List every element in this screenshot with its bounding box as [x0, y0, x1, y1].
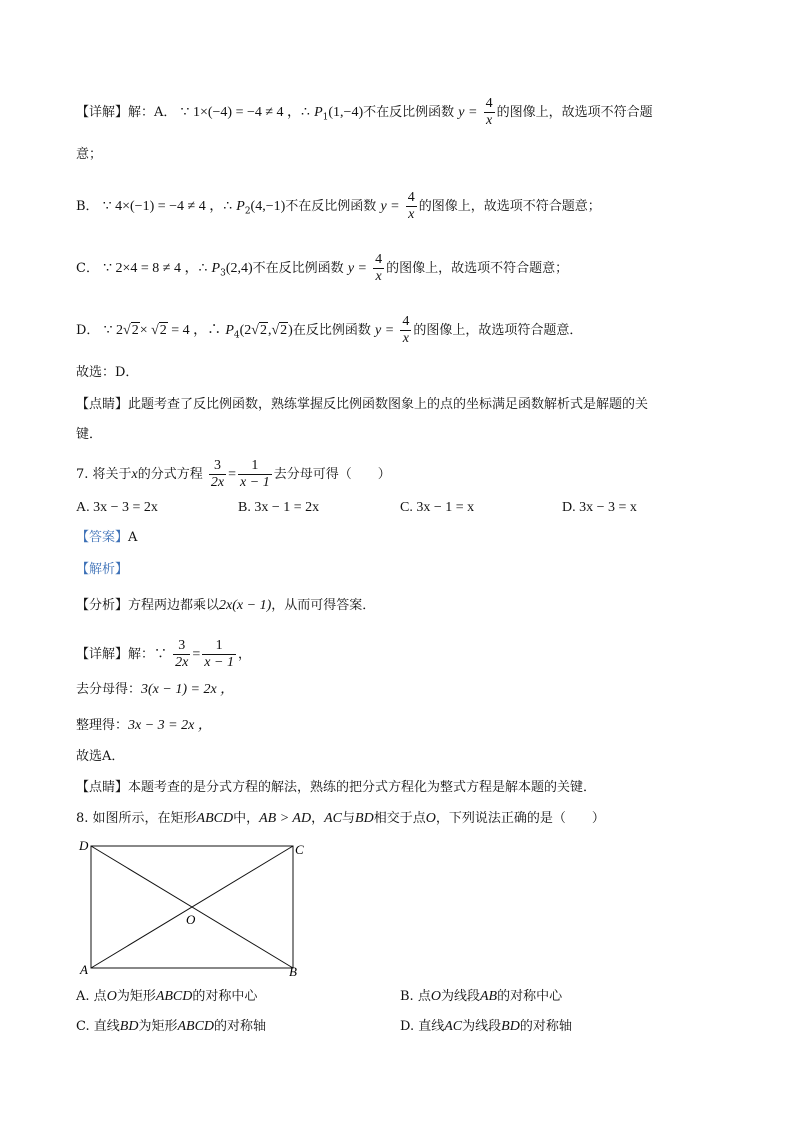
function-lhs: y = — [380, 199, 400, 214]
sqrt-arg: 2 — [259, 323, 267, 338]
fraction-denominator: 2x — [210, 475, 225, 490]
fraction-numerator: 4 — [402, 314, 410, 329]
detail-c-end: 的图像上，故选项不符合题意； — [386, 261, 569, 276]
option-var: BD — [501, 1019, 520, 1034]
sqrt-arg: 2 — [131, 323, 139, 338]
detail-d-math-end: = 4 ，∴ — [167, 323, 222, 338]
detail-d-math: ∵ 2√2× √2 = 4 ，∴ — [103, 323, 222, 338]
q7-comment — [76, 778, 596, 798]
function-fraction — [484, 96, 495, 129]
comment-6-wrap: 键． — [76, 427, 103, 442]
fraction-denominator: x — [408, 207, 415, 222]
option-text: 为矩形 — [116, 989, 156, 1004]
label-c: C — [295, 842, 304, 857]
q7-stem: 7. 将关于x的分式方程 $\frac{3}{2x}$ = $\frac{1}{x - 1}$ 去分母可得（ ） — [76, 458, 391, 490]
coords-open: (2 — [239, 323, 252, 338]
detail-tag: 【详解】 — [76, 647, 129, 662]
detail-post: ， — [237, 647, 251, 662]
fenxi-text-2: ，从而可得答案． — [271, 598, 376, 613]
detail-tag: 【详解】 — [76, 105, 129, 120]
comment-text: 本题考查的是分式方程的解法，熟练的把分式方程化为整式方程是解本题的关键． — [128, 780, 597, 795]
option-label: D. — [400, 1019, 415, 1034]
function-fraction — [373, 252, 384, 285]
q8-stem-2: 中， — [233, 811, 260, 826]
point-sub: 4 — [233, 330, 240, 341]
detail-a-wrap: 意； — [76, 147, 103, 162]
option-var: ABCD — [177, 1019, 215, 1034]
fraction-denominator: 2x — [175, 655, 189, 670]
q8-option-c — [76, 1017, 266, 1037]
q7-step-2 — [76, 716, 212, 736]
detail-d-line — [76, 314, 582, 347]
detail-b-line — [76, 190, 601, 223]
fraction-denominator: x — [375, 269, 382, 284]
detail-d-text: 在反比例函数 — [292, 323, 371, 338]
q8-abcd: ABCD — [196, 811, 234, 826]
sqrt-arg: 2 — [159, 323, 167, 338]
point-coords: (4,−1) — [250, 199, 286, 214]
fraction-denominator: x — [402, 331, 409, 346]
q7-answer — [76, 528, 137, 548]
q8-comma: ， — [311, 811, 325, 826]
q7-fenxi — [76, 596, 375, 616]
fenxi-tag: 【分析】 — [76, 598, 129, 613]
q7-detail-fraction-left — [173, 638, 190, 671]
option-var: O — [106, 989, 117, 1004]
step-math: 3(x − 1) = 2x ， — [141, 682, 235, 697]
option-text: 的对称轴 — [214, 1019, 267, 1034]
option-var: BD — [119, 1019, 139, 1034]
option-text: 的对称中心 — [192, 989, 258, 1004]
q7-option-c: C. 3x − 1 = x — [400, 500, 475, 515]
option-text: 点 — [417, 989, 431, 1004]
q7-option-d: D. 3x − 3 = x — [562, 500, 637, 515]
q7-stem-1: 7. 将关于 — [76, 467, 132, 482]
q7-analysis-tag: 【解析】 — [76, 562, 129, 577]
answer-value: A — [128, 530, 138, 545]
detail-c-text: 不在反比例函数 — [252, 261, 344, 276]
detail-a-line — [76, 96, 653, 129]
label-o: O — [186, 912, 196, 927]
fraction-denominator: x — [485, 113, 493, 128]
q7-stem-3: 去分母可得（ ） — [273, 467, 391, 482]
q8-stem-5: ，下列说法正确的是（ ） — [435, 811, 605, 826]
option-text: 为线段 — [440, 989, 480, 1004]
point-coords: (2√2,√2) — [239, 323, 293, 338]
detail-d-end: 的图像上，故选项符合题意． — [413, 323, 583, 338]
q8-option-d — [400, 1017, 572, 1037]
q7-step-1 — [76, 680, 234, 700]
comment-tag: 【点睛】 — [76, 397, 129, 412]
q7-stem-2: 的分式方程 — [137, 467, 203, 482]
q7-fraction-left — [209, 458, 226, 491]
detail-c-math: ∵ 2×4 = 8 ≠ 4 ，∴ — [103, 261, 208, 276]
q8-stem — [76, 809, 605, 829]
fraction-numerator: 1 — [202, 638, 236, 655]
fraction-denominator: x − 1 — [204, 655, 234, 670]
detail-b-text: 不在反比例函数 — [285, 199, 377, 214]
q8-cond-2: AC — [324, 811, 342, 826]
fraction-numerator: 3 — [173, 638, 190, 655]
function-lhs: y = — [458, 105, 478, 120]
q8-option-b — [400, 987, 562, 1007]
option-label: B. — [400, 989, 414, 1004]
comment-6 — [76, 395, 648, 415]
point-sub: 3 — [220, 268, 226, 279]
function-fraction — [400, 314, 411, 347]
detail-d-math-part: ∵ 2 — [103, 323, 123, 338]
fraction-numerator: 4 — [407, 190, 415, 205]
option-var: O — [430, 989, 441, 1004]
label-b: B — [289, 964, 297, 978]
function-fraction — [406, 190, 417, 223]
detail-a-math: ∵ 1×(−4) = −4 ≠ 4 ，∴ — [180, 105, 310, 120]
q7-var: x — [131, 467, 138, 482]
option-text: 为线段 — [462, 1019, 502, 1034]
q7-option-b: B. 3x − 1 = 2x — [238, 500, 320, 515]
detail-c-line — [76, 252, 568, 285]
detail-b-math: ∵ 4×(−1) = −4 ≠ 4 ，∴ — [102, 199, 233, 214]
answer-tag: 【答案】 — [76, 530, 129, 545]
point-coords: (1,−4) — [328, 105, 364, 120]
label-a: A — [80, 962, 88, 977]
choice-6: 故选：D． — [76, 365, 139, 380]
fenxi-math: 2x(x − 1) — [219, 598, 272, 613]
option-text: 的对称中心 — [497, 989, 563, 1004]
fraction-numerator: 4 — [485, 96, 493, 111]
q8-stem-3: 与 — [342, 811, 356, 826]
point-p: P — [236, 199, 245, 214]
fraction-numerator: 3 — [209, 458, 226, 475]
point-p: P — [211, 261, 221, 276]
function-lhs: y = — [347, 261, 367, 276]
detail-c-label: C． — [76, 261, 99, 276]
q8-cond-3: BD — [355, 811, 374, 826]
detail-b-label: B． — [76, 199, 99, 214]
coords-comma: , — [267, 323, 272, 338]
point-p: P — [225, 323, 234, 338]
option-label: A. — [76, 989, 90, 1004]
detail-d-math-times: × — [139, 323, 152, 338]
rectangle-figure — [76, 838, 316, 978]
fraction-denominator: x − 1 — [240, 475, 270, 490]
option-text: 的对称轴 — [519, 1019, 572, 1034]
fraction-numerator: 1 — [238, 458, 272, 475]
option-text: 直线 — [418, 1019, 445, 1034]
q7-option-a: A. 3x − 3 = 2x — [76, 500, 158, 515]
option-text: 为矩形 — [138, 1019, 178, 1034]
q7-detail: 【详解】解：∵ $\frac{3}{2x}$ = $\frac{1}{x - 1}$ ， — [76, 638, 251, 670]
point-sub: 2 — [244, 206, 251, 217]
q8-option-a — [76, 987, 257, 1007]
function-lhs: y = — [375, 323, 395, 338]
q7-choice: 故选A． — [76, 749, 125, 764]
detail-b-end: 的图像上，故选项不符合题意； — [418, 199, 601, 214]
comment-text: 此题考查了反比例函数，熟练掌握反比例函数图象上的点的坐标满足函数解析式是解题的关 — [128, 397, 649, 412]
coords-close: ) — [288, 323, 293, 338]
option-label: C. — [76, 1019, 90, 1034]
detail-pre: 解：∵ — [128, 647, 168, 662]
option-var: AB — [479, 989, 498, 1004]
step-label: 整理得： — [76, 718, 129, 733]
detail-d-label: D． — [76, 323, 100, 338]
step-math: 3x − 3 = 2x ， — [128, 718, 212, 733]
q8-point-o: O — [425, 811, 436, 826]
comment-tag: 【点睛】 — [76, 780, 129, 795]
point-coords: (2,4) — [225, 261, 253, 276]
q7-fraction-right — [238, 458, 272, 491]
option-var: ABCD — [155, 989, 193, 1004]
label-d: D — [79, 838, 89, 853]
step-label: 去分母得： — [76, 682, 142, 697]
fenxi-text-1: 方程两边都乘以 — [128, 598, 220, 613]
q7-detail-fraction-right — [202, 638, 236, 671]
point-p: P — [314, 105, 323, 120]
detail-a-text: 不在反比例函数 — [363, 105, 455, 120]
fraction-numerator: 4 — [375, 252, 383, 267]
sqrt-arg: 2 — [280, 323, 288, 338]
q8-stem-4: 相交于点 — [373, 811, 426, 826]
option-var: AC — [444, 1019, 463, 1034]
detail-a-label: 解：A． — [128, 105, 177, 120]
detail-a-end: 的图像上，故选项不符合题 — [496, 105, 653, 120]
option-text: 直线 — [93, 1019, 120, 1034]
q8-stem-1: 8. 如图所示，在矩形 — [76, 811, 197, 826]
q8-cond-1: AB > AD — [259, 811, 312, 826]
option-text: 点 — [93, 989, 107, 1004]
point-sub: 1 — [322, 112, 329, 123]
